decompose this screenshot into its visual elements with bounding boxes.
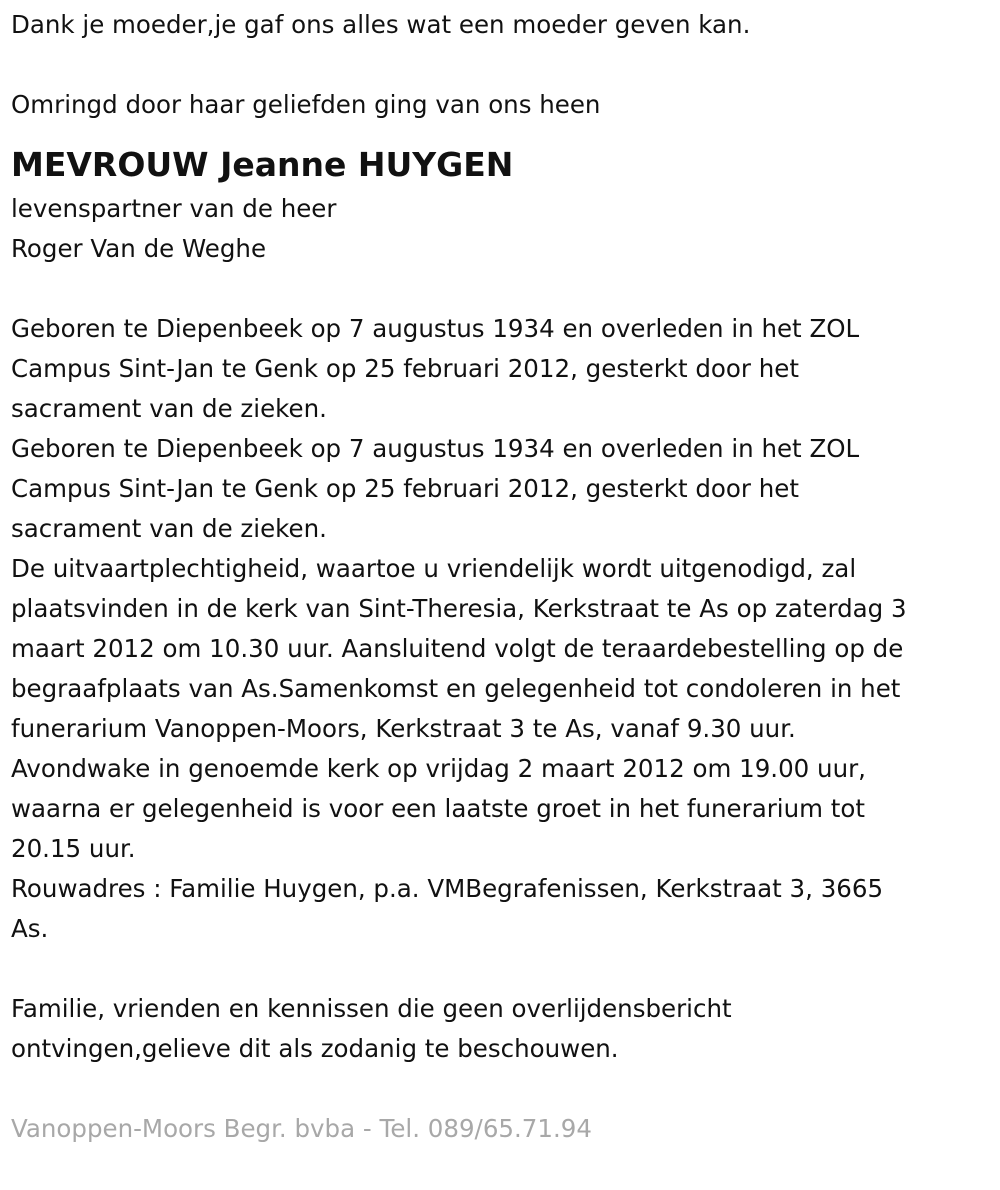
body-line: Avondwake in genoemde kerk op vrijdag 2 maart 2012 om 19.00 uur, bbox=[11, 754, 866, 783]
intro-text: Dank je moeder,je gaf ons alles wat een moeder geven kan. bbox=[11, 10, 751, 39]
body-line: Rouwadres : Familie Huygen, p.a. VMBegrafenissen, Kerkstraat 3, 3665 bbox=[11, 874, 884, 903]
body-line: Campus Sint-Jan te Genk op 25 februari 2012, gesterkt door het bbox=[11, 474, 799, 503]
announcement-text: Omringd door haar geliefden ging van ons heen bbox=[11, 90, 601, 119]
partner-line: levenspartner van de heer bbox=[11, 194, 337, 223]
body-text bbox=[11, 309, 996, 949]
body-line: maart 2012 om 10.30 uur. Aansluitend volgt de teraardebestelling op de bbox=[11, 634, 904, 663]
body-line: waarna er gelegenheid is voor een laatste groet in het funerarium tot bbox=[11, 794, 865, 823]
body-line: 20.15 uur. bbox=[11, 834, 136, 863]
funeral-home-footer: Vanoppen-Moors Begr. bvba - Tel. 089/65.71.94 bbox=[11, 1114, 592, 1143]
body-line: begraafplaats van As.Samenkomst en gelegenheid tot condoleren in het bbox=[11, 674, 901, 703]
body-line: sacrament van de zieken. bbox=[11, 514, 327, 543]
body-line: Campus Sint-Jan te Genk op 25 februari 2012, gesterkt door het bbox=[11, 354, 799, 383]
body-line: As. bbox=[11, 914, 49, 943]
body-line: De uitvaartplechtigheid, waartoe u vriendelijk wordt uitgenodigd, zal bbox=[11, 554, 857, 583]
partner-line: Roger Van de Weghe bbox=[11, 234, 267, 263]
closing-line: ontvingen,gelieve dit als zodanig te beschouwen. bbox=[11, 1034, 619, 1063]
body-line: Geboren te Diepenbeek op 7 augustus 1934 en overleden in het ZOL bbox=[11, 314, 860, 343]
body-line: funerarium Vanoppen-Moors, Kerkstraat 3 te As, vanaf 9.30 uur. bbox=[11, 714, 796, 743]
obituary-document bbox=[11, 5, 996, 1149]
body-line: sacrament van de zieken. bbox=[11, 394, 327, 423]
body-line: plaatsvinden in de kerk van Sint-Theresia, Kerkstraat te As op zaterdag 3 bbox=[11, 594, 907, 623]
closing-line: Familie, vrienden en kennissen die geen overlijdensbericht bbox=[11, 994, 732, 1023]
body-line: Geboren te Diepenbeek op 7 augustus 1934 en overleden in het ZOL bbox=[11, 434, 860, 463]
deceased-name: MEVROUW Jeanne HUYGEN bbox=[11, 145, 514, 184]
